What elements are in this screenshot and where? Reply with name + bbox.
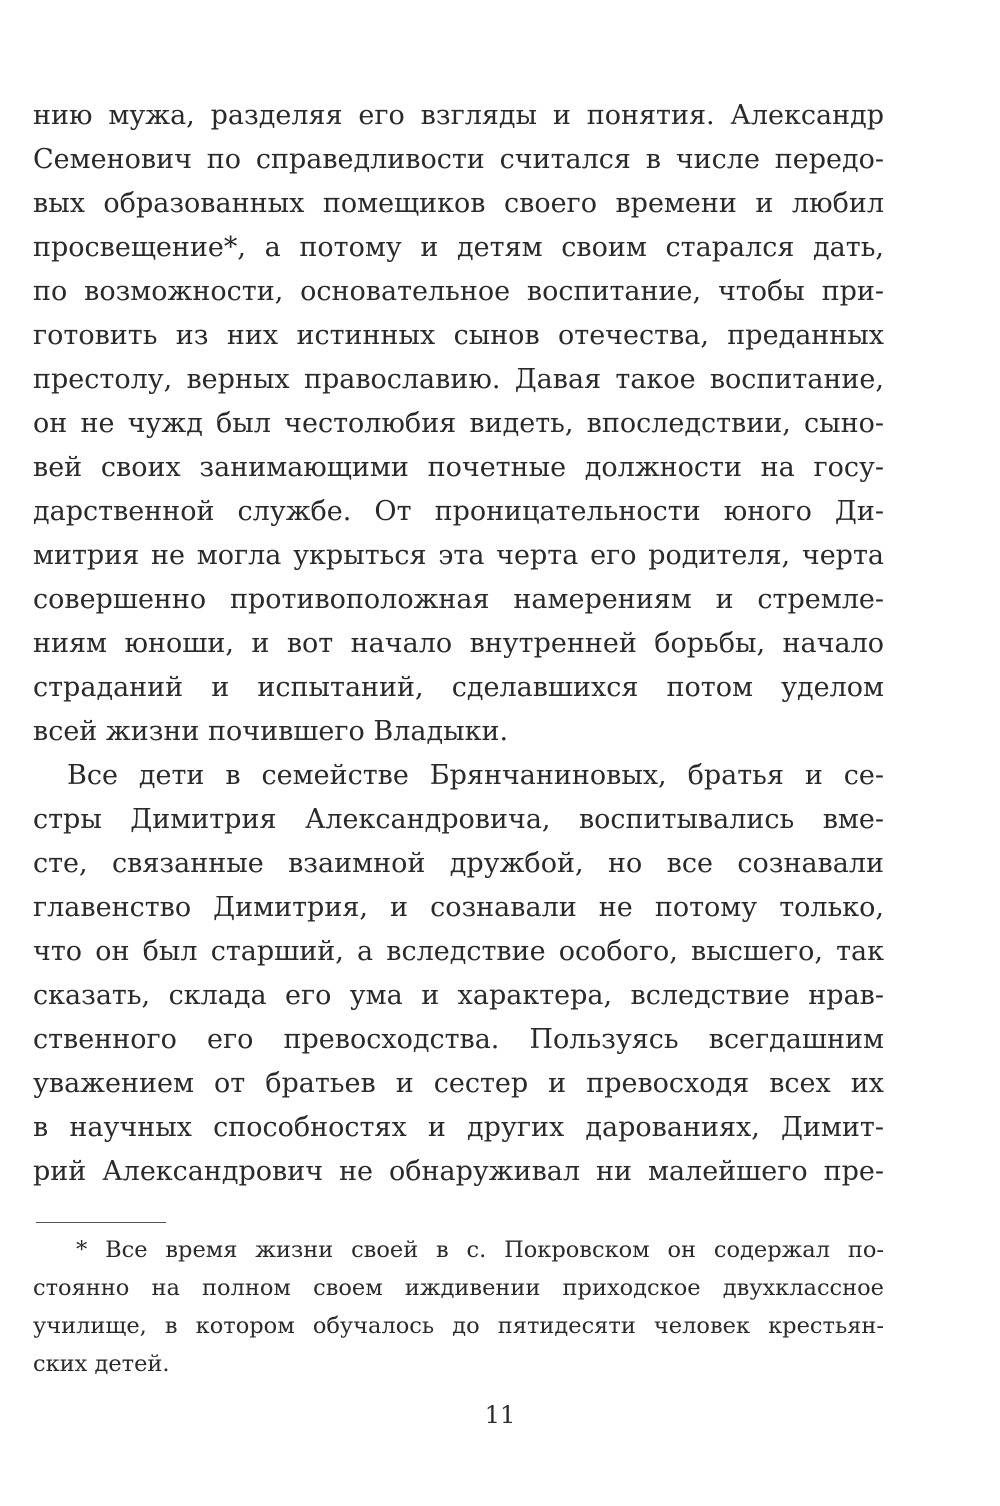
text-line: что он был старший, а вследствие особого, высшего, так (33, 936, 884, 967)
text-line: стры Димитрия Александровича, воспитывались вме- (33, 804, 884, 835)
text-line: он не чужд был честолюбия видеть, впоследствии, сыно- (33, 408, 884, 439)
text-line: престолу, верных православию. Давая такое воспитание, (33, 364, 884, 395)
text-line: ственного его превосходства. Пользуясь всегдашним (33, 1024, 884, 1055)
footnote (33, 1231, 884, 1383)
text-line: страданий и испытаний, сделавшихся потом уделом (33, 672, 884, 703)
text-line: дарственной службе. От проницательности юного Ди- (33, 496, 884, 527)
text-line: в научных способностях и других дарованиях, Димит- (33, 1112, 884, 1143)
paragraph-first-line: Все дети в семействе Брянчаниновых, братья и се- (67, 760, 884, 791)
text-line: совершенно противоположная намерениям и стремле- (33, 584, 884, 615)
text-line: вей своих занимающими почетные должности на госу- (33, 452, 884, 483)
footnote-line: ских детей. (33, 1351, 170, 1377)
page-number: 11 (484, 1401, 516, 1429)
text-line: рий Александрович не обнаруживал ни малейшего пре- (33, 1156, 884, 1187)
text-line: митрия не могла укрыться эта черта его родителя, черта (33, 540, 884, 571)
text-line: просвещение*, а потому и детям своим старался дать, (33, 232, 884, 263)
text-line: ниям юноши, и вот начало внутренней борьбы, начало (33, 628, 884, 659)
footnote-divider (36, 1222, 166, 1223)
footnote-line: стоянно на полном своем иждивении приходское двухклассное (33, 1275, 884, 1301)
text-line: всей жизни почившего Владыки. (33, 716, 509, 747)
text-line: сте, связанные взаимной дружбой, но все сознавали (33, 848, 884, 879)
text-line: нию мужа, разделяя его взгляды и понятия. Александр (33, 100, 884, 131)
text-line: вых образованных помещиков своего времени и любил (33, 188, 884, 219)
main-text (33, 94, 884, 1194)
footnote-line: * Все время жизни своей в с. Покровском он содержал по- (76, 1237, 884, 1263)
text-line: сказать, склада его ума и характера, вследствие нрав- (33, 980, 884, 1011)
text-line: Семенович по справедливости считался в числе передо- (33, 144, 884, 175)
text-line: готовить из них истинных сынов отечества, преданных (33, 320, 884, 351)
footnote-line: училище, в котором обучалось до пятидесяти человек крестьян- (33, 1313, 884, 1339)
text-line: по возможности, основательное воспитание, чтобы при- (33, 276, 884, 307)
text-line: главенство Димитрия, и сознавали не потому только, (33, 892, 884, 923)
text-line: уважением от братьев и сестер и превосходя всех их (33, 1068, 884, 1099)
